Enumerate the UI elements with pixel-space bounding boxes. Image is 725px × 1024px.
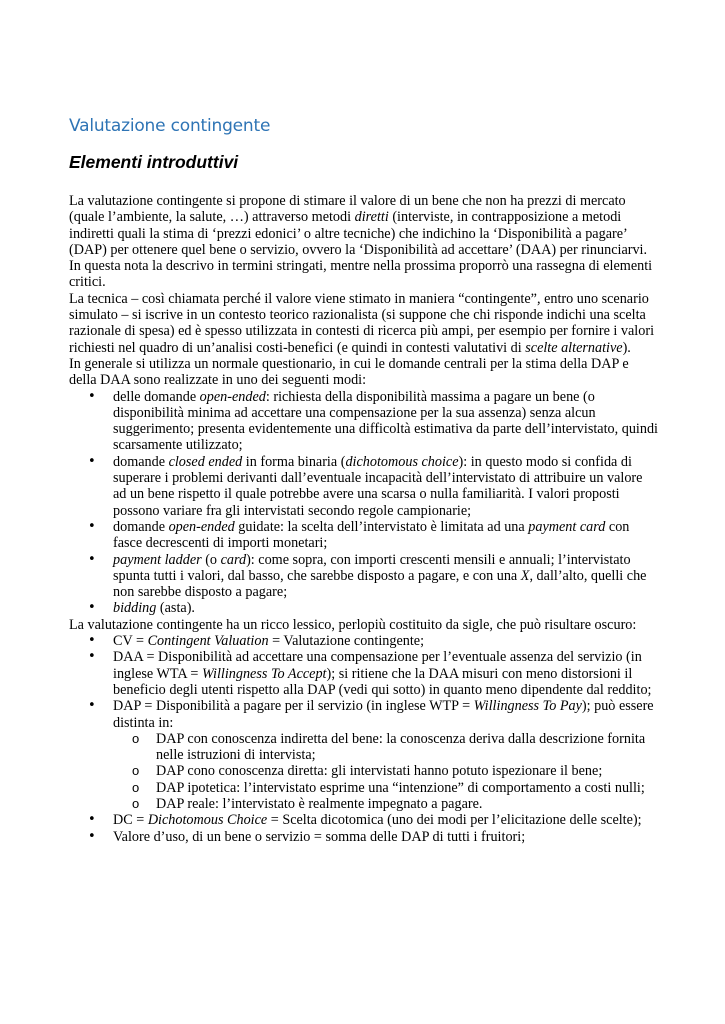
text-run: DAA = Disponibilità ad accettare una compensazione per l’eventuale assenza del servizio (in inglese WTA = [113,649,642,682]
section-heading: Elementi introduttivi [69,152,239,172]
paragraph-questionnaire: In generale si utilizza un normale questionario, in cui le domande centrali per la stima della DAP e della DAA sono realizzate in uno dei seguenti modi: [69,355,629,389]
glossary-item-dap [113,698,659,812]
emphasis: Dichotomous Choice [147,812,268,829]
emphasis: payment ladder [113,551,202,568]
emphasis: dichotomous choice [345,453,459,470]
paragraph-note: In questa nota la descrivo in termini stringati, mentre nella prossima proporrò una rassegna di elementi critici. [69,258,653,291]
emphasis: scelte alternative [525,339,623,356]
glossary-item-dc [113,812,659,828]
emphasis: bidding [113,600,157,617]
text-run: ). [622,339,631,356]
emphasis: card [220,551,247,568]
emphasis: Contingent Valuation [147,633,269,650]
text-run: domande [113,453,169,470]
text-run: = Valutazione contingente; [268,633,425,650]
list-item [113,389,659,454]
text-run: guidate: la scelta dell’intervistato è limitata ad una [234,518,529,535]
text-run: delle domande [113,388,200,405]
text-run: con fasce decrescenti di importi monetari; [113,518,630,552]
text-run: (o [201,551,221,568]
emphasis: open-ended [168,518,235,535]
dap-sublist [113,731,659,812]
paragraph-lexicon: La valutazione contingente ha un ricco lessico, perlopiù costituito da sigle, che può risultare oscuro: [69,616,637,633]
emphasis: X [520,567,530,584]
list-item [113,519,659,552]
text-run: ): in questo modo si confida di superare i problemi derivanti dall’eventuale incapacità dell’intervistato di attribuire un valore ad un bene rispetto il quale potrebbe avere una scarsa o nulla familiarità. I valori proposti possono variare fra gli intervistati secondo regole campionarie; [113,453,643,519]
glossary-item-cv [113,633,659,649]
document-body [69,193,659,845]
list-item [113,600,659,616]
sublist-item: o DAP ipotetica: l’intervistato esprime una “intenzione” di comportamento a costi nulli; [156,780,659,796]
text-run: ): come sopra, con importi crescenti mensili e annuali; l’intervistato spunta tutti i valori, dal basso, che sarebbe disposto a pagare, e con una [113,551,631,584]
emphasis: Willingness To Pay [473,698,582,715]
text-run: : richiesta della disponibilità massima a pagare un bene (o disponibilità minima ad accettare una compensazione per la sua assenza) senza alcun suggerimento; presenta evidentemente una difficoltà estimativa da parte dell’intervistato, quindi scarsamente utilizzato; [113,388,658,454]
text-run: = Scelta dicotomica (uno dei modi per l’elicitazione delle scelte); [267,812,642,829]
text-run: La tecnica – così chiamata perché il valore viene stimato in maniera “contingente”, entro uno scenario simulato – si iscrive in un contesto teorico razionalista (si suppone che chi risponde indichi una scelta razionale di spesa) ed è spesso utilizzata in contesti di ricerca più ampi, per esempio per fornire i valori richiesti nel quadro di un’analisi costi-benefici (e quindi in contesti valutativi di [69,290,655,356]
modes-list [69,389,659,617]
emphasis: payment card [528,518,606,535]
paragraph-technique [69,291,659,356]
text-run: ); si ritiene che la DAA misuri con meno distorsioni il beneficio degli utenti rispetto alla DAP (vedi qui sotto) in quanto meno dipendente dal reddito; [113,665,652,698]
glossary-item-valore: • Valore d’uso, di un bene o servizio = somma delle DAP di tutti i fruitori; [113,829,659,845]
text-run: domande [113,518,169,535]
text-run: , dall’alto, quelli che non sarebbe disposto a pagare; [113,567,647,601]
text-run: ); può essere distinta in: [113,698,654,731]
list-item [113,454,659,519]
glossary-item-daa [113,649,659,698]
document-title: Valutazione contingente [69,116,271,136]
text-run: La valutazione contingente si propone di stimare il valore di un bene che non ha prezzi di mercato (quale l’ambiente, la salute, …) attraverso metodi [69,193,626,226]
paragraph-intro [69,193,659,258]
sublist-item: o DAP reale: l’intervistato è realmente impegnato a pagare. [156,796,659,812]
text-run: (interviste, in contrapposizione a metodi indiretti quali la stima di ‘prezzi edonici’ o altre tecniche) che indichino la ‘Disponibilità a pagare’ (DAP) per ottenere quel bene o servizio, ovvero la ‘Disponibilità ad accettare’ (DAA) per rinunciarvi. [69,209,648,258]
emphasis: Willingness To Accept [201,665,327,682]
glossary-list [69,633,659,845]
emphasis: closed ended [168,453,243,470]
emphasis: diretti [354,209,389,226]
sublist-item: o DAP con conoscenza indiretta del bene: la conoscenza deriva dalla descrizione fornita nelle istruzioni di intervista; [156,731,659,764]
sublist-item: o DAP cono conoscenza diretta: gli intervistati hanno potuto ispezionare il bene; [156,763,659,779]
emphasis: open-ended [199,388,266,405]
list-item [113,552,659,601]
text-run: DAP = Disponibilità a pagare per il servizio (in inglese WTP = [113,698,474,715]
text-run: CV = [113,633,148,650]
text-run: (asta). [156,600,195,617]
text-run: in forma binaria ( [242,453,346,470]
text-run: DC = [113,812,148,829]
